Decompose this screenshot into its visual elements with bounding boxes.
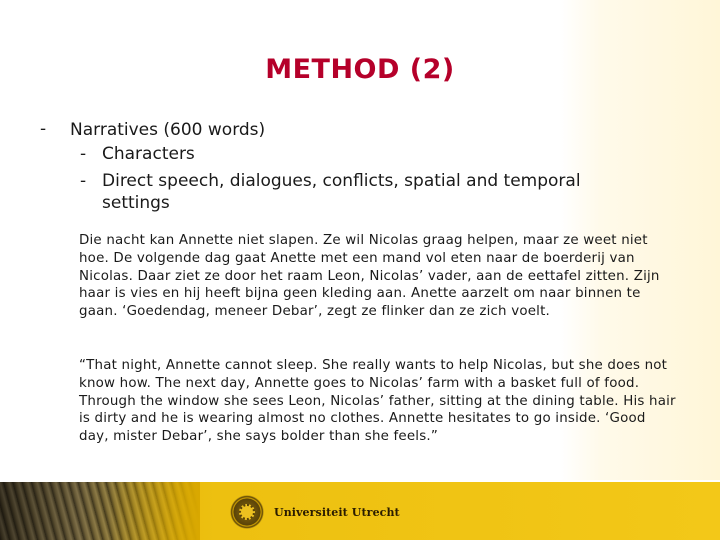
sub-item-text: Characters <box>102 144 195 164</box>
university-name: Universiteit Utrecht <box>274 505 400 519</box>
bullet-marker: - <box>40 119 47 139</box>
sub-item-direct-speech <box>80 170 581 192</box>
sub-item-marker: - <box>80 144 87 164</box>
sub-item-text: Direct speech, dialogues, conflicts, spatial and temporal <box>102 171 581 191</box>
footer-bar <box>0 482 720 540</box>
sub-item-continuation: settings <box>102 193 170 213</box>
dutch-excerpt: Die nacht kan Annette niet slapen. Ze wil Nicolas graag helpen, maar ze weet niet hoe. De volgende dag gaat Anette met een mand vol eten naar de boerderij van Nicolas. Daar ziet ze door het raam Leon, Nicolas’ vader, aan de eettafel zitten. Zijn haar is vies en hij heeft bijna geen kleding aan. Anette aarzelt om naar binnen te gaan. ‘Goedendag, meneer Debar’, zegt ze flinker dan ze zich voelt. <box>79 233 660 320</box>
bullet-item-label: Narratives (600 words) <box>70 120 266 140</box>
english-translation: “That night, Annette cannot sleep. She really wants to help Nicolas, but she does not know how. The next day, Annette goes to Nicolas’ farm with a basket full of food. Through the window she sees Leon, Nicolas’ father, sitting at the dining table. His hair is dirty and he is wearing almost no clothes. Annette hesitates to go inside. ‘Good day, mister Debar’, she says bolder than she feels.” <box>79 358 676 445</box>
slide-title: METHOD (2) <box>265 54 455 85</box>
sub-item-marker: - <box>80 171 87 191</box>
footer-photo-strip <box>0 482 200 540</box>
sub-item-characters <box>80 143 195 165</box>
university-logo <box>230 494 400 530</box>
university-seal-icon <box>230 495 264 529</box>
